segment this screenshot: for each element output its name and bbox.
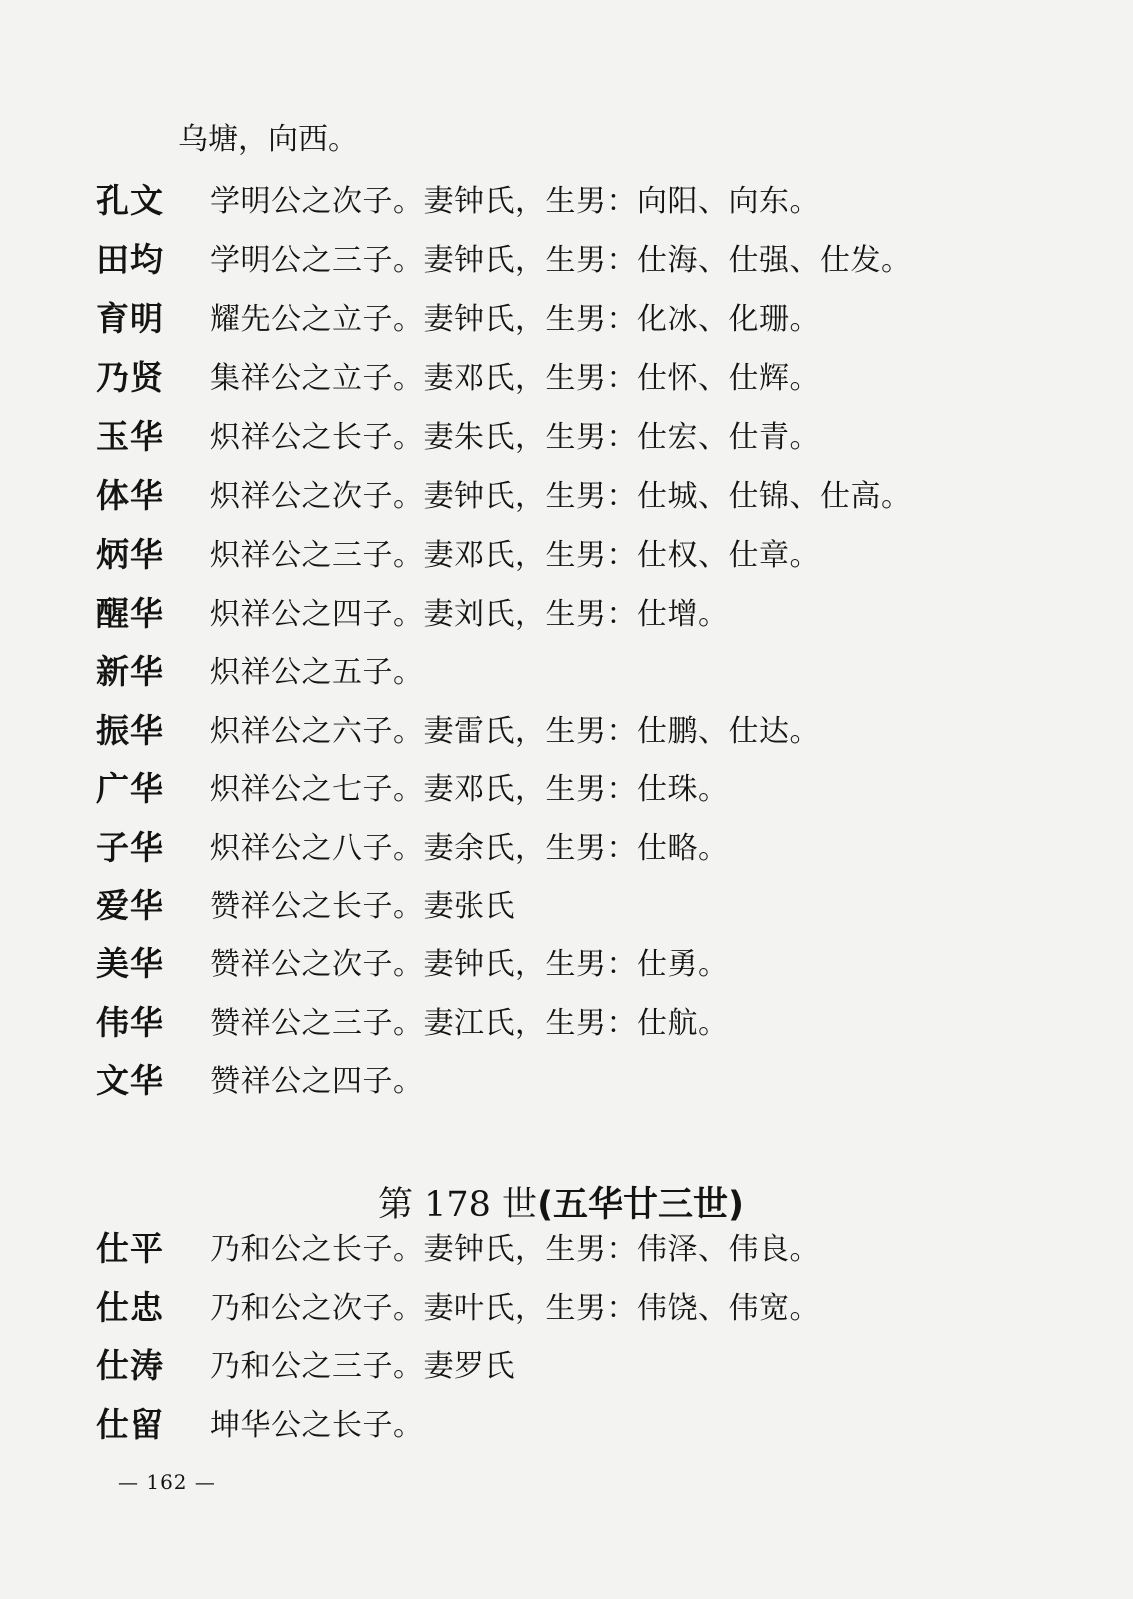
section-heading <box>378 1180 744 1230</box>
entry-description: 学明公之次子。妻钟氏，生男：向阳、向东。 <box>210 184 820 219</box>
entry-name: 振华 <box>96 710 164 750</box>
genealogy-entry <box>96 823 1056 867</box>
genealogy-entry <box>96 706 1056 750</box>
genealogy-entry <box>96 1224 1056 1268</box>
entry-description: 乃和公之三子。妻罗氏 <box>210 1349 515 1384</box>
entry-description: 炽祥公之次子。妻钟氏，生男：仕城、仕锦、仕高。 <box>210 479 912 514</box>
entry-name: 文华 <box>96 1060 164 1100</box>
section-heading-generation: (五华廿三世) <box>537 1185 745 1225</box>
page-number: — 162 — <box>118 1470 216 1494</box>
entry-description: 炽祥公之七子。妻邓氏，生男：仕珠。 <box>210 772 729 807</box>
entry-name: 仕平 <box>96 1228 164 1268</box>
entry-name: 仕忠 <box>96 1287 164 1327</box>
genealogy-entry <box>96 176 1056 220</box>
genealogy-entry <box>96 1341 1056 1385</box>
entry-description: 坤华公之长子。 <box>210 1408 424 1443</box>
genealogy-entry <box>96 939 1056 983</box>
section-heading-prefix: 第 178 世 <box>378 1185 538 1225</box>
entry-description: 赞祥公之次子。妻钟氏，生男：仕勇。 <box>210 947 729 982</box>
entry-description: 耀先公之立子。妻钟氏，生男：化冰、化珊。 <box>210 302 820 337</box>
entry-name: 乃贤 <box>96 357 164 397</box>
entry-description: 乃和公之次子。妻叶氏，生男：伟饶、伟宽。 <box>210 1291 820 1326</box>
genealogy-entry <box>96 1283 1056 1327</box>
entry-name: 爱华 <box>96 885 164 925</box>
entry-description: 炽祥公之五子。 <box>210 655 424 690</box>
entry-name: 玉华 <box>96 416 164 456</box>
genealogy-entry <box>96 471 1056 515</box>
entry-name: 醒华 <box>96 593 164 633</box>
genealogy-entry <box>96 294 1056 338</box>
entry-description: 炽祥公之三子。妻邓氏，生男：仕权、仕章。 <box>210 538 820 573</box>
genealogy-entry <box>96 412 1056 456</box>
genealogy-entry <box>96 530 1056 574</box>
genealogy-entry <box>96 235 1056 279</box>
genealogy-entry <box>96 589 1056 633</box>
genealogy-entry <box>96 1400 1056 1444</box>
entry-description: 学明公之三子。妻钟氏，生男：仕海、仕强、仕发。 <box>210 243 912 278</box>
entry-name: 体华 <box>96 475 164 515</box>
continuation-text: 乌塘，向西。 <box>178 122 358 157</box>
entry-name: 广华 <box>96 768 164 808</box>
entry-description: 炽祥公之长子。妻朱氏，生男：仕宏、仕青。 <box>210 420 820 455</box>
entry-description: 乃和公之长子。妻钟氏，生男：伟泽、伟良。 <box>210 1232 820 1267</box>
genealogy-entry <box>96 764 1056 808</box>
entry-description: 赞祥公之长子。妻张氏 <box>210 889 515 924</box>
entry-description: 赞祥公之三子。妻江氏，生男：仕航。 <box>210 1006 729 1041</box>
genealogy-entry <box>96 647 1056 691</box>
genealogy-entry <box>96 1056 1056 1100</box>
entry-description: 集祥公之立子。妻邓氏，生男：仕怀、仕辉。 <box>210 361 820 396</box>
entry-description: 炽祥公之六子。妻雷氏，生男：仕鹏、仕达。 <box>210 714 820 749</box>
genealogy-entry <box>96 353 1056 397</box>
entry-name: 孔文 <box>96 180 164 220</box>
entry-name: 育明 <box>96 298 164 338</box>
entry-name: 美华 <box>96 943 164 983</box>
entry-description: 炽祥公之八子。妻余氏，生男：仕略。 <box>210 831 729 866</box>
entry-name: 新华 <box>96 651 164 691</box>
entry-name: 伟华 <box>96 1002 164 1042</box>
genealogy-entry <box>96 998 1056 1042</box>
entry-name: 仕留 <box>96 1404 164 1444</box>
entry-description: 炽祥公之四子。妻刘氏，生男：仕增。 <box>210 597 729 632</box>
entry-name: 田均 <box>96 239 164 279</box>
entry-name: 子华 <box>96 827 164 867</box>
entry-description: 赞祥公之四子。 <box>210 1064 424 1099</box>
genealogy-entry <box>96 881 1056 925</box>
entry-name: 炳华 <box>96 534 164 574</box>
entry-name: 仕涛 <box>96 1345 164 1385</box>
